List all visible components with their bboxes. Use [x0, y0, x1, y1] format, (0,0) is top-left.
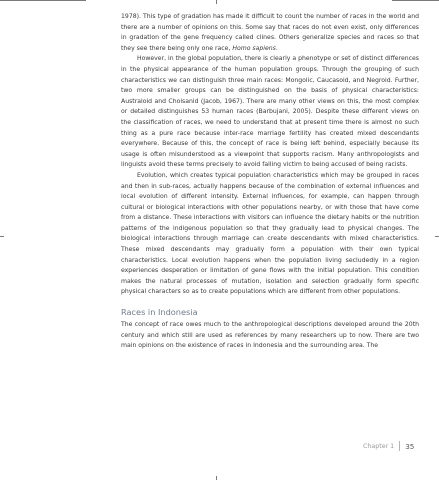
species-name: Homo sapiens	[232, 44, 276, 52]
page-footer	[363, 441, 414, 451]
page-number: 35	[405, 441, 415, 451]
crop-mark-top-right	[392, 0, 439, 1]
crop-mark-top-tick	[216, 0, 217, 4]
crop-mark-top-left	[0, 0, 86, 1]
crop-mark-right-tick	[435, 236, 439, 237]
paragraph-2: However, in the global population, there is clearly a phenotype or set of distinct differences in the physical appearance of the human population groups. Through the grouping of such characteristics we can distinguish three main races: Mongolic, Caucasoid, and Negroid. Further, two more smaller groups can be distinguished on the basis of physical characteristics: Australoid and Choisanid (Jacob, 1967). There are many other views on this, the most complex or detailed distinguishes 53 human races (Barbujani, 2005). Despite these different views on the classification of races, we need to understand that at present time there is almost no such thing as a pure race because inter-race marriage fertility has created mixed descendants everywhere. Because of this, the concept of race is being left behind, especially because its usage is often misunderstood as a viewpoint that supports racism. Many anthropologists and linguists avoid these terms precisely to avoid falling victim to being accused of being racists.	[121, 55, 419, 169]
crop-mark-bottom-tick	[216, 476, 217, 480]
paragraph-1-text: 1978). This type of gradation has made it difficult to count the number of races in the world and there are a number of opinions on this. Some say that races do not even exist, only differences in gradation of the gene frequency called clines. Others generalize species and races so that they see there being only one race,	[121, 13, 419, 52]
crop-mark-left-tick	[0, 236, 4, 237]
chapter-label: Chapter 1	[363, 442, 395, 450]
footer-divider	[399, 441, 400, 451]
section-heading: Races in Indonesia	[121, 307, 198, 318]
paragraph-3: Evolution, which creates typical population characteristics which may be grouped in races and then in sub-races, actually happens because of the combination of external influences and local evolution of different intensity. External influences, for example, can happen through cultural or biological interactions with other populations nearby, or with those that have come from a distance. These interactions with visitors can influence the dietary habits or the nutrition patterns of the indigenous population so that they gradually lead to physical changes. The biological interactions through marriage can create descendants with mixed characteristics. These mixed descendants may gradually form a population with their own typical characteristics. Local evolution happens when the population living secludedly in a region experiences desperation or limitation of gene flows with the initial population. This condition makes the natural processes of mutation, isolation and selection gradually form specific physical characters so as to create populations which are different from other populations.	[121, 171, 419, 296]
paragraph-1	[121, 12, 419, 54]
document-page	[121, 12, 419, 352]
paragraph-4: The concept of race owes much to the anthropological descriptions developed around the 20th century and which still are used as references by many researchers up to now. There are two main opinions on the existence of races in Indonesia and the surrounding area. The	[121, 321, 419, 350]
paragraph-1-end: .	[275, 44, 278, 52]
